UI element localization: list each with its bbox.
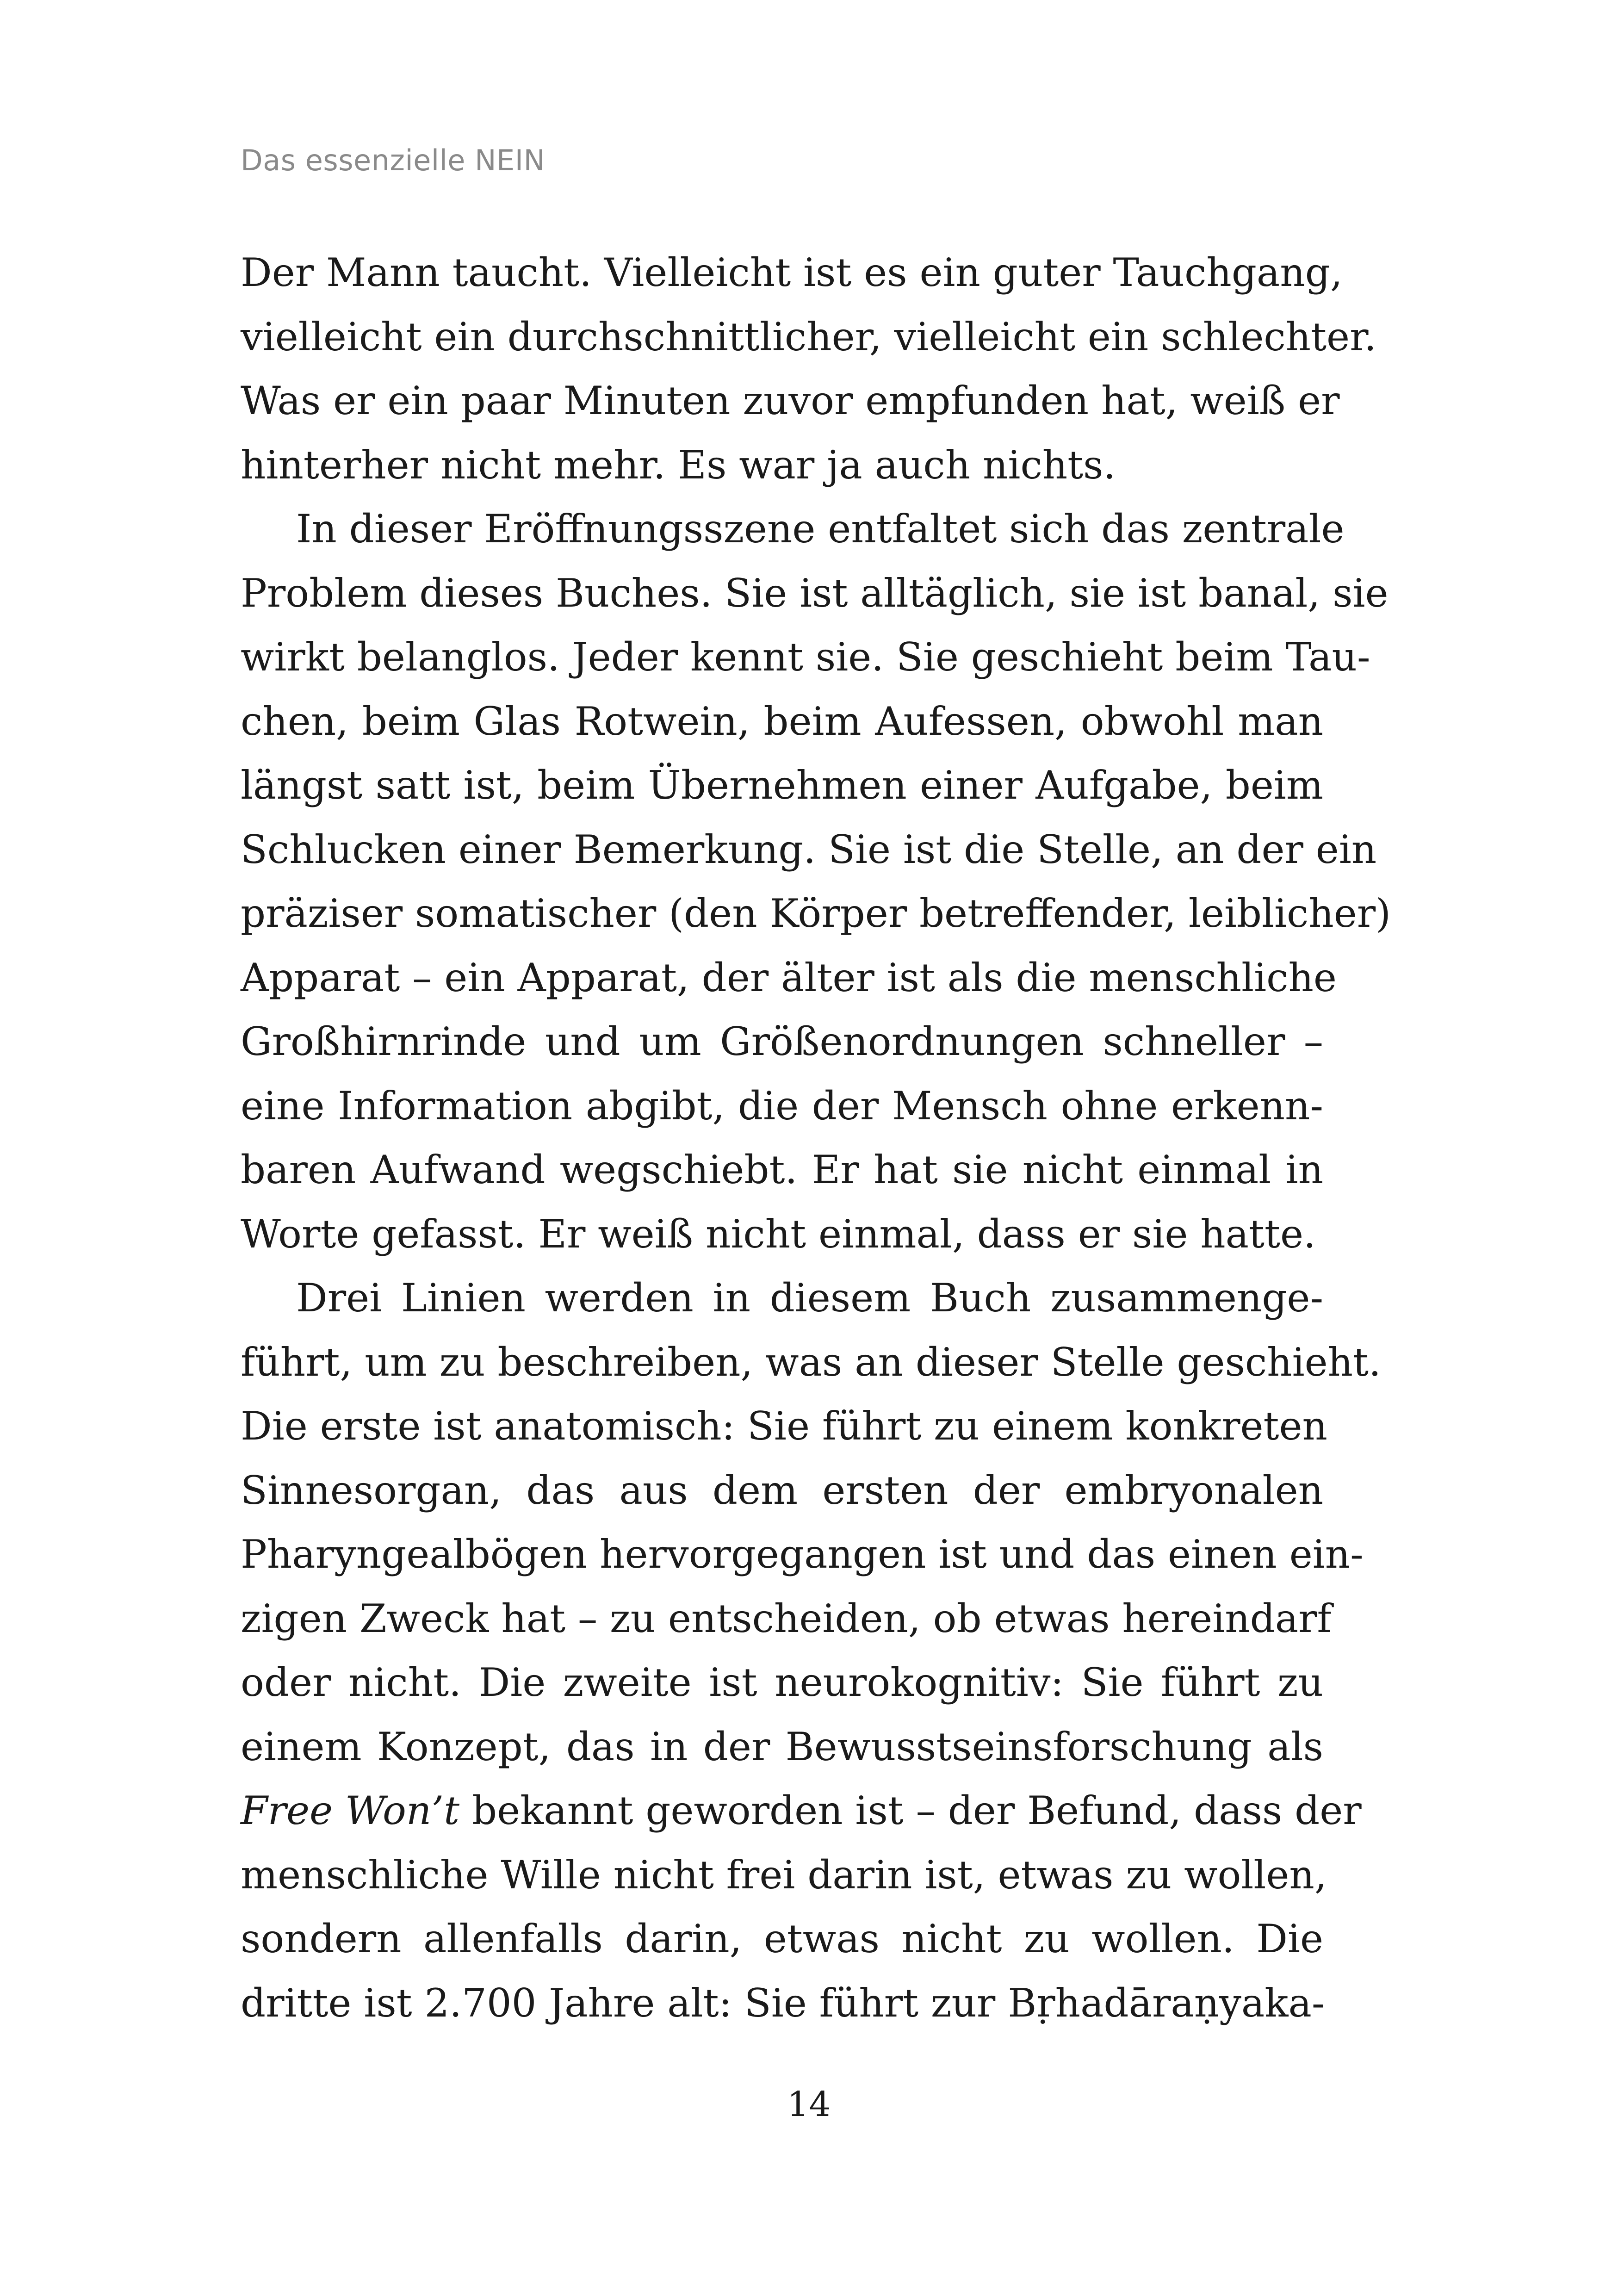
text-line: vielleicht ein durchschnittlicher, vielleicht ein schlechter. (241, 314, 1377, 360)
text-line: In dieser Eröffnungsszene entfaltet sich das zentrale (296, 506, 1345, 552)
text-line: oder nicht. Die zweite ist neurokognitiv: Sie führt zu (241, 1660, 1323, 1705)
text-line-italic-term: Free Won’t bekannt geworden ist – der Befund, dass der (241, 1788, 1362, 1833)
text-line: Die erste ist anatomisch: Sie führt zu einem konkreten (241, 1403, 1327, 1449)
paragraph-3 (241, 1266, 1381, 2035)
text-line: wirkt belanglos. Jeder kennt sie. Sie geschieht beim Tau- (241, 634, 1370, 680)
text-line: zigen Zweck hat – zu entscheiden, ob etwas hereindarf (241, 1595, 1332, 1641)
text-line: Großhirnrinde und um Größenordnungen schneller – (241, 1019, 1323, 1064)
text-line: baren Aufwand wegschiebt. Er hat sie nicht einmal in (241, 1147, 1323, 1192)
text-line: chen, beim Glas Rotwein, beim Aufessen, obwohl man (241, 698, 1323, 744)
text-line: einem Konzept, das in der Bewusstseinsforschung als (241, 1724, 1323, 1769)
text-line: Sinnesorgan, das aus dem ersten der embryonalen (241, 1467, 1323, 1513)
text-line: Drei Linien werden in diesem Buch zusammenge- (296, 1275, 1323, 1321)
text-line: Der Mann taucht. Vielleicht ist es ein guter Tauchgang, (241, 250, 1343, 295)
text-line: Was er ein paar Minuten zuvor empfunden hat, weiß er (241, 378, 1340, 423)
body-text (241, 241, 1391, 2035)
text-line: Pharyngealbögen hervorgegangen ist und das einen ein- (241, 1532, 1364, 1577)
text-line: sondern allenfalls darin, etwas nicht zu wollen. Die (241, 1916, 1323, 1961)
text-line: hinterher nicht mehr. Es war ja auch nichts. (241, 442, 1116, 488)
text-line: Apparat – ein Apparat, der älter ist als die menschliche (241, 955, 1337, 1000)
text-line: Problem dieses Buches. Sie ist alltäglich, sie ist banal, sie (241, 570, 1389, 616)
italic-term: Free Won’t (241, 1788, 460, 1833)
text-line: führt, um zu beschreiben, was an dieser Stelle geschieht. (241, 1339, 1381, 1385)
paragraph-1 (241, 241, 1377, 497)
running-header: Das essenzielle NEIN (241, 143, 546, 177)
text-line: längst satt ist, beim Übernehmen einer Aufgabe, beim (241, 763, 1323, 808)
paragraph-2 (241, 497, 1391, 1266)
page-number: 14 (787, 2085, 831, 2124)
text-line: dritte ist 2.700 Jahre alt: Sie führt zur Bṛhadāraṇyaka- (241, 1980, 1325, 2026)
text-line: menschliche Wille nicht frei darin ist, etwas zu wollen, (241, 1852, 1327, 1898)
text-line: Worte gefasst. Er weiß nicht einmal, dass er sie hatte. (241, 1211, 1316, 1257)
text-line: Schlucken einer Bemerkung. Sie ist die Stelle, an der ein (241, 826, 1377, 872)
text-line: eine Information abgibt, die der Mensch ohne erkenn- (241, 1083, 1323, 1129)
text-line: präziser somatischer (den Körper betreffender, leiblicher) (241, 891, 1391, 936)
